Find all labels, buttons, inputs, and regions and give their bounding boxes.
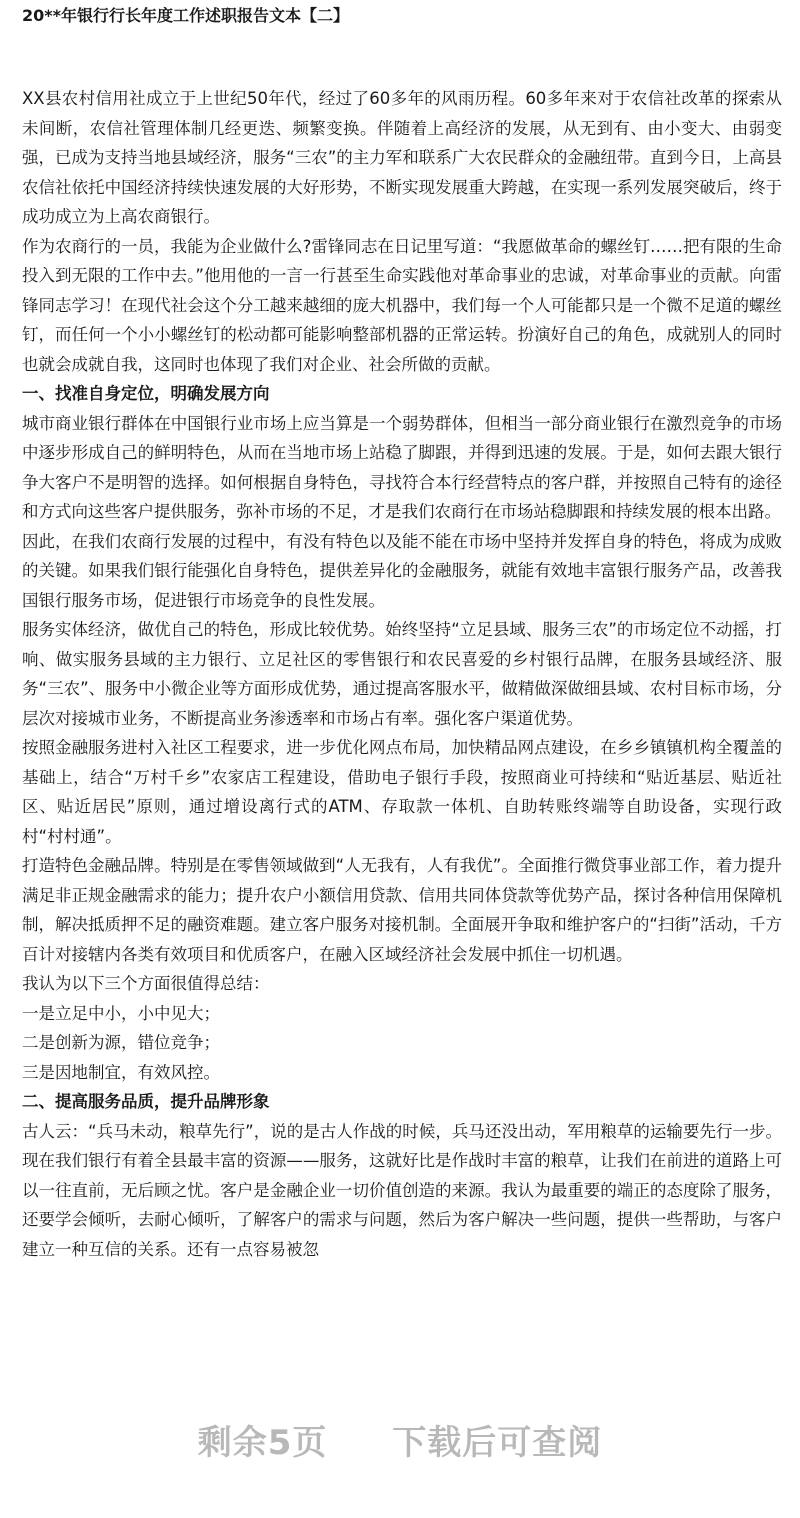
paragraph: 作为农商行的一员，我能为企业做什么?雷锋同志在日记里写道：“我愿做革命的螺丝钉……把有限的生命投入到无限的工作中去。”他用他的一言一行甚至生命实践他对革命事业的忠诚，对革命事业的贡献。向雷锋同志学习！在现代社会这个分工越来越细的庞大机器中，我们每一个人可能都只是一个微不足道的螺丝钉，而任何一个小小螺丝钉的松动都可能影响整部机器的正常运转。扮演好自己的角色，成就别人的同时也就会成就自我，这同时也体现了我们对企业、社会所做的贡献。 — [22, 236, 782, 374]
remaining-pages-label: 剩余5页 — [197, 1423, 328, 1463]
list-item: 一是立足中小，小中见大； — [22, 1003, 220, 1023]
paragraph: 城市商业银行群体在中国银行业市场上应当算是一个弱势群体，但相当一部分商业银行在激烈竞争的市场中逐步形成自己的鲜明特色，从而在当地市场上站稳了脚跟，并得到迅速的发展。于是，如何去跟大银行争大客户不是明智的选择。如何根据自身特色，寻找符合本行经营特点的客户群，并按照自己特有的途径和方式向这些客户提供服务，弥补市场的不足，才是我们农商行在市场站稳脚跟和持续发展的根本出路。 — [22, 413, 782, 521]
section-heading: 一、找准自身定位，明确发展方向 — [22, 384, 270, 403]
paragraph: 我认为以下三个方面很值得总结： — [22, 974, 270, 993]
paragraph: 服务实体经济，做优自己的特色，形成比较优势。始终坚持“立足县域、服务三农”的市场定位不动摇，打响、做实服务县域的主力银行、立足社区的零售银行和农民喜爱的乡村银行品牌，在服务县域经济、服务“三农”、服务中小微企业等方面形成优势，通过提高客服水平，做精做深做细县域、农村目标市场，分层次对接城市业务，不断提高业务渗透率和市场占有率。强化客户渠道优势。 — [22, 620, 782, 728]
list-item: 二是创新为源，错位竞争； — [22, 1033, 220, 1052]
paragraph: 打造特色金融品牌。特别是在零售领域做到“人无我有，人有我优”。全面推行微贷事业部工作，着力提升满足非正规金融需求的能力；提升农户小额信用贷款、信用共同体贷款等优势产品，探讨各种信用保障机制，解决抵质押不足的融资难题。建立客户服务对接机制。全面展开争取和维护客户的“扫街”活动，千方百计对接辖内各类有效项目和优质客户，在融入区域经济社会发展中抓住一切机遇。 — [22, 856, 782, 964]
document-title: 20**年银行行长年度工作述职报告文本【二】 — [22, 6, 350, 25]
section-heading: 二、提高服务品质，提升品牌形象 — [22, 1092, 270, 1111]
paragraph: XX县农村信用社成立于上世纪50年代，经过了60多年的风雨历程。60多年来对于农信社改革的探索从未间断，农信社管理体制几经更迭、频繁变换。伴随着上高经济的发展，从无到有、由小变大、由弱变强，已成为支持当地县域经济，服务“三农”的主力军和联系广大农民群众的金融纽带。直到今日，上高县农信社依托中国经济持续快速发展的大好形势，不断实现发展重大跨越，在实现一系列发展突破后，终于成功成立为上高农商银行。 — [22, 89, 782, 226]
paragraph: 古人云：“兵马未动，粮草先行”，说的是古人作战的时候，兵马还没出动，军用粮草的运输要先行一步。现在我们银行有着全县最丰富的资源——服务，这就好比是作战时丰富的粮草，让我们在前进的道路上可以一往直前，无后顾之忧。客户是金融企业一切价值创造的来源。我认为最重要的端正的态度除了服务，还要学会倾听，去耐心倾听，了解客户的需求与问题，然后为客户解决一些问题，提供一些帮助，与客户建立一种互信的关系。还有一点容易被忽 — [22, 1121, 782, 1259]
list-item: 三是因地制宜，有效风控。 — [22, 1062, 220, 1082]
download-prompt[interactable] — [0, 1415, 800, 1471]
download-to-view-label: 下载后可查阅 — [392, 1423, 603, 1463]
paragraph: 按照金融服务进村入社区工程要求，进一步优化网点布局，加快精品网点建设，在乡乡镇镇机构全覆盖的基础上，结合“万村千乡”农家店工程建设，借助电子银行手段，按照商业可持续和“贴近基层、贴近社区、贴近居民”原则，通过增设离行式的ATM、存取款一体机、自助转账终端等自助设备，实现行政村“村村通”。 — [22, 738, 782, 846]
document-body — [22, 84, 782, 1264]
paragraph: 因此，在我们农商行发展的过程中，有没有特色以及能不能在市场中坚持并发挥自身的特色，将成为成败的关键。如果我们银行能强化自身特色，提供差异化的金融服务，就能有效地丰富银行服务产品，改善我国银行服务市场，促进银行市场竞争的良性发展。 — [22, 531, 782, 610]
